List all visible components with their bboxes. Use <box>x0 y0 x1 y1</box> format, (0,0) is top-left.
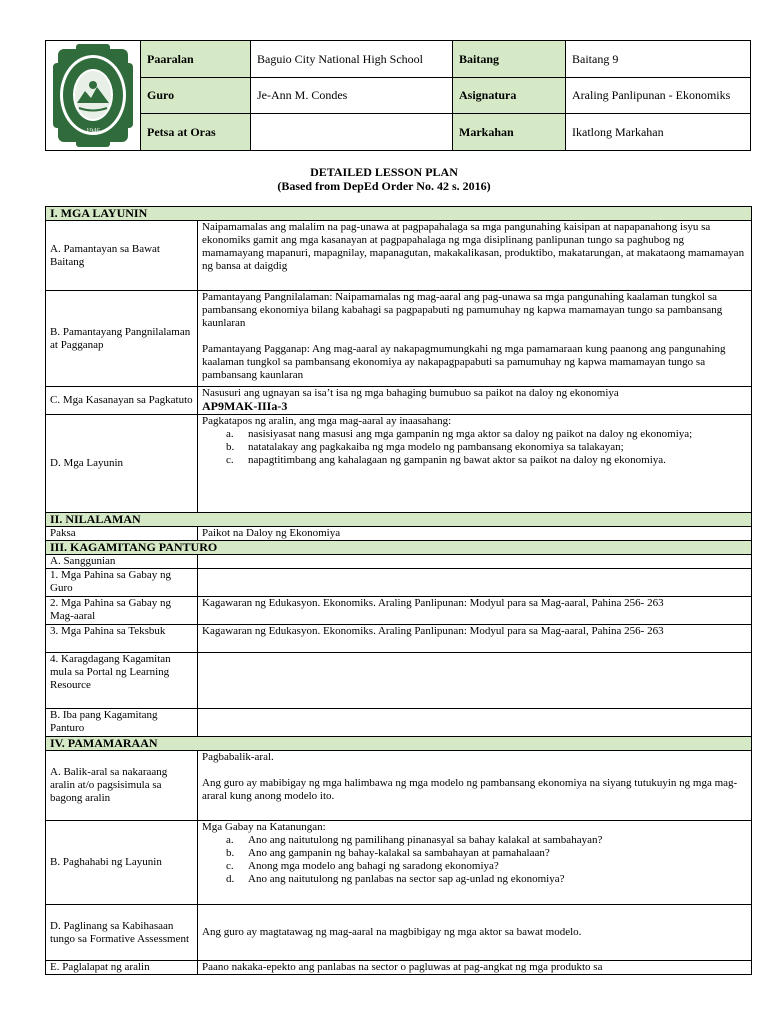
label-asignatura: Asignatura <box>453 78 566 114</box>
section-kagamitan: III. KAGAMITANG PANTURO <box>46 541 752 555</box>
value-paaralan: Baguio City National High School <box>251 41 453 78</box>
layunin-intro: Pagkatapos ng aralin, ang mga mag-aaral ay inaasahang: <box>202 415 452 427</box>
list-marker: d. <box>226 873 235 885</box>
list-marker: b. <box>226 847 235 859</box>
section-pamamaraan: IV. PAMAMARAAN <box>46 737 752 751</box>
row-label-mga-layunin: D. Mga Layunin <box>46 415 198 513</box>
row-text-balik-aral <box>198 751 752 821</box>
list-item <box>226 860 747 873</box>
row-text-teksbuk: Kagawaran ng Edukasyon. Ekonomiks. Araling Panlipunan: Modyul para sa Mag-aaral, Pahina 256- 263 <box>198 625 752 653</box>
list-marker: b. <box>226 441 235 453</box>
row-label-paglinang: D. Paglinang sa Kabihasaan tungo sa Formative Assessment <box>46 905 198 961</box>
list-item-text: Ano ang naitutulong ng pamilihang pinanasyal sa bahay kalakal at sambahayan? <box>248 834 603 846</box>
row-label-karagdagang-kagamitan: 4. Karagdagang Kagamitan mula sa Portal ng Learning Resource <box>46 653 198 709</box>
list-item <box>226 834 747 847</box>
doc-title: DETAILED LESSON PLAN <box>310 165 458 179</box>
row-label-paksa: Paksa <box>46 527 198 541</box>
row-label-kasanayan: C. Mga Kasanayan sa Pagkatuto <box>46 387 198 415</box>
value-baitang: Baitang 9 <box>566 41 750 78</box>
row-label-paghahabi: B. Paghahabi ng Layunin <box>46 821 198 905</box>
section-layunin: I. MGA LAYUNIN <box>46 207 752 221</box>
list-item <box>226 428 747 441</box>
row-label-iba-pang-kagamitan: B. Iba pang Kagamitang Panturo <box>46 709 198 737</box>
row-text-paksa: Paikot na Daloy ng Ekonomiya <box>198 527 752 541</box>
row-label-pamantayan-baitang: A. Pamantayan sa Bawat Baitang <box>46 221 198 291</box>
row-text-gabay-mag-aaral: Kagawaran ng Edukasyon. Ekonomiks. Araling Panlipunan: Modyul para sa Mag-aaral, Pahina 256- 263 <box>198 597 752 625</box>
list-item <box>226 441 747 454</box>
row-text-iba-pang-kagamitan <box>198 709 752 737</box>
header-table <box>45 40 751 151</box>
row-text-pamantayan-baitang: Naipamamalas ang malalim na pag-unawa at pagpapahalaga sa mga pangunahing kaisipan at napapanahong isyu sa ekonomiks gamit ang mga kasanayan at pagpapahalaga ng mga disiplinang panlipunan tungo sa paghubog ng mamamayang mapanuri, mapagnilay, mapanagutan, makakalikasan, produktibo, makatarungan, at makataong mamamayan ng bansa at daigdig <box>198 221 752 291</box>
label-guro: Guro <box>141 78 251 114</box>
row-label-balik-aral: A. Balik-aral sa nakaraang aralin at/o pagsisimula sa bagong aralin <box>46 751 198 821</box>
list-item-text: Ano ang gampanin ng bahay-kalakal sa sambahayan at pamahalaan? <box>248 847 550 859</box>
pangnilalaman-text: Pamantayang Pangnilalaman: Naipamamalas ng mag-aaral ang pag-unawa sa mga pangunahing kaalaman tungkol sa pambansang ekonomiya bilang kabahagi sa pagpapabuti ng pamumuhay ng kapwa mamamayan tungo sa pambansang kaunlaran <box>202 291 723 329</box>
list-item-text: napagtitimbang ang kahalagaan ng gampanin ng bawat aktor sa paikot na daloy ng ekonomiya. <box>248 454 666 466</box>
balik-aral-heading: Pagbabalik-aral. <box>202 751 274 763</box>
list-marker: a. <box>226 834 234 846</box>
row-text-paglalapat: Paano nakaka-epekto ang panlabas na sector o pagluwas at pag-angkat ng mga produkto sa <box>198 961 752 975</box>
row-label-pamantayan-pangnilalaman <box>46 291 198 387</box>
row-text-mga-layunin <box>198 415 752 513</box>
value-markahan: Ikatlong Markahan <box>572 124 664 139</box>
value-petsa <box>251 114 453 150</box>
competency-code: AP9MAK-IIIa-3 <box>202 399 288 413</box>
row-label-paglalapat: E. Paglalapat ng aralin <box>46 961 198 975</box>
layunin-list <box>202 428 747 467</box>
label-paaralan: Paaralan <box>141 41 251 78</box>
section-nilalaman: II. NILALAMAN <box>46 513 752 527</box>
row-label-teksbuk: 3. Mga Pahina sa Teksbuk <box>46 625 198 653</box>
list-item <box>226 847 747 860</box>
label-baitang: Baitang <box>453 41 566 78</box>
row-label-gabay-mag-aaral: 2. Mga Pahina sa Gabay ng Mag-aaral <box>46 597 198 625</box>
seal-year: 1946 <box>86 127 100 135</box>
list-marker: c. <box>226 454 234 466</box>
list-marker: a. <box>226 428 234 440</box>
row-label-sanggunian: A. Sanggunian <box>46 555 198 569</box>
list-item <box>226 454 747 467</box>
list-item-text: natatalakay ang pagkakaiba ng mga modelo ng pambansang ekonomiya sa talakayan; <box>248 441 624 453</box>
list-marker: c. <box>226 860 234 872</box>
kasanayan-text: Nasusuri ang ugnayan sa isa’t isa ng mga bahaging bumubuo sa paikot na daloy ng ekonomiya <box>202 387 619 399</box>
list-item-text: Ano ang naitutulong ng panlabas na sector sap ag-unlad ng ekonomiya? <box>248 873 565 885</box>
row-text-karagdagang-kagamitan <box>198 653 752 709</box>
row-text-paghahabi <box>198 821 752 905</box>
doc-subtitle: (Based from DepEd Order No. 42 s. 2016) <box>277 179 491 193</box>
row-text-pamantayan-pangnilalaman <box>198 291 752 387</box>
label-petsa: Petsa at Oras <box>141 114 251 150</box>
lesson-plan-table <box>45 206 752 975</box>
row-text-sanggunian <box>198 555 752 569</box>
row-label-gabay-guro: 1. Mga Pahina sa Gabay ng Guro <box>46 569 198 597</box>
list-item-text: Anong mga modelo ang bahagi ng saradong ekonomiya? <box>248 860 499 872</box>
logo-cell <box>46 41 141 150</box>
value-asignatura: Araling Panlipunan - Ekonomiks <box>566 78 750 114</box>
balik-aral-text: Ang guro ay mabibigay ng mga halimbawa ng mga modelo ng pambansang ekonomiya na siyang tutukuyin ng mga mag-araral kung anong modelo ito. <box>202 777 738 802</box>
label-markahan: Markahan <box>453 114 566 150</box>
row-text-paglinang: Ang guro ay magtatawag ng mag-aaral na magbibigay ng mga aktor sa bawat modelo. <box>198 905 752 961</box>
gabay-katanungan-intro: Mga Gabay na Katanungan: <box>202 821 326 833</box>
list-item <box>226 873 747 886</box>
katanungan-list <box>202 834 747 886</box>
list-item-text: nasisiyasat nang masusi ang mga gampanin ng mga aktor sa daloy ng paikot na daloy ng ekonomiya; <box>248 428 693 440</box>
pagganap-text: Pamantayang Pagganap: Ang mag-aaral ay nakapagmumungkahi ng mga pamamaraan kung paanong ang pangunahing kaalaman tungkol sa pambansang ekonomiya ay nakapagpapabuti sa pamumuhay ng kapwa mamamayan tungo sa pambansang kaunlaran <box>202 343 726 381</box>
value-guro: Je-Ann M. Condes <box>251 78 453 114</box>
university-seal-logo <box>46 41 140 150</box>
pamantayan-pangnilalaman-label: B. Pamantayang Pangnilalaman at Pagganap <box>50 325 191 351</box>
row-text-kasanayan <box>198 387 752 415</box>
row-text-gabay-guro <box>198 569 752 597</box>
